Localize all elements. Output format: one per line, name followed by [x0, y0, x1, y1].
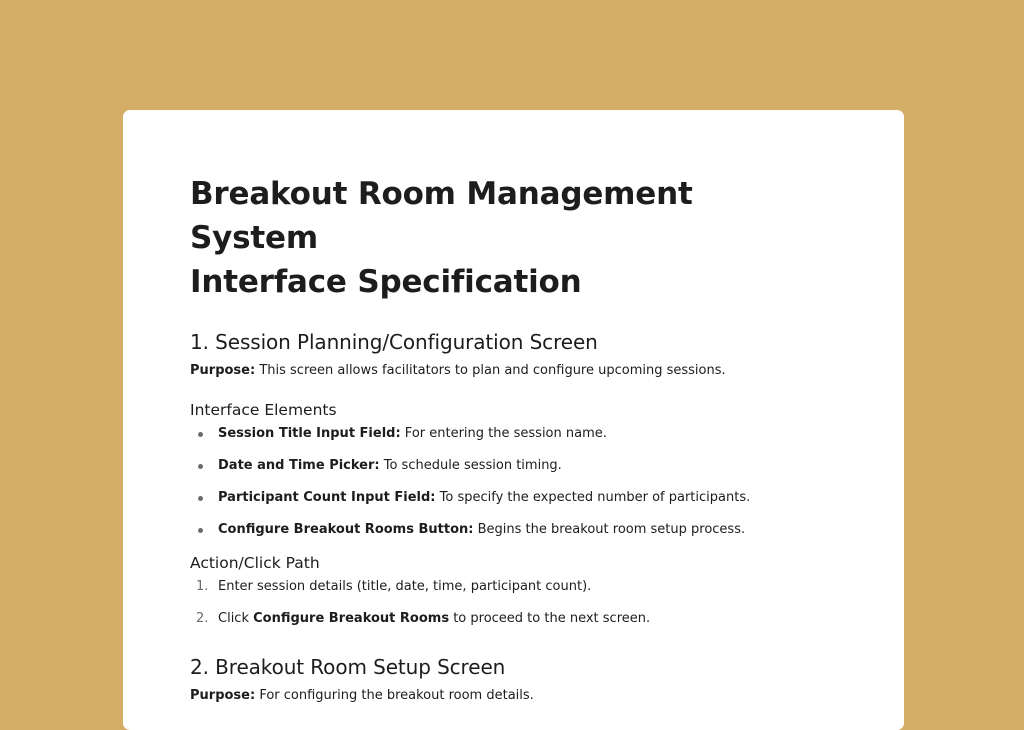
- step-number: 1.: [196, 579, 209, 594]
- purpose-label: Purpose:: [190, 688, 256, 703]
- title-line-1: Breakout Room Management System: [190, 176, 693, 256]
- action-steps-list: [190, 577, 830, 629]
- bullet-icon: [198, 528, 203, 533]
- bullet-icon: [198, 464, 203, 469]
- action-click-path-heading: Action/Click Path: [190, 554, 320, 572]
- list-item: [190, 609, 830, 629]
- purpose-text: This screen allows facilitators to plan and configure upcoming sessions.: [255, 363, 726, 378]
- step-text-pre: Click: [218, 611, 254, 626]
- interface-elements-list: [190, 424, 830, 540]
- element-text: For entering the session name.: [400, 426, 607, 441]
- list-item: [190, 488, 830, 508]
- title-line-2: Interface Specification: [190, 264, 582, 300]
- document-content: [190, 172, 830, 706]
- bullet-icon: [198, 432, 203, 437]
- section-2-purpose: [190, 686, 830, 706]
- section-1-purpose: [190, 361, 830, 381]
- element-label: Configure Breakout Rooms Button:: [218, 522, 474, 537]
- interface-elements-heading: Interface Elements: [190, 401, 337, 419]
- element-label: Participant Count Input Field:: [218, 490, 436, 505]
- element-text: Begins the breakout room setup process.: [473, 522, 746, 537]
- step-text-bold: Configure Breakout Rooms: [253, 611, 450, 626]
- step-text-post: to proceed to the next screen.: [449, 611, 651, 626]
- element-text: To specify the expected number of participants.: [435, 490, 751, 505]
- list-item: [190, 456, 830, 476]
- purpose-text: For configuring the breakout room details.: [255, 688, 534, 703]
- section-2-heading: 2. Breakout Room Setup Screen: [190, 655, 506, 679]
- section-1-heading: 1. Session Planning/Configuration Screen: [190, 330, 598, 354]
- list-item: [190, 577, 830, 597]
- document-card: [123, 110, 904, 730]
- list-item: [190, 520, 830, 540]
- element-text: To schedule session timing.: [379, 458, 562, 473]
- bullet-icon: [198, 496, 203, 501]
- document-title: [190, 172, 830, 304]
- step-number: 2.: [196, 611, 209, 626]
- purpose-label: Purpose:: [190, 363, 256, 378]
- list-item: [190, 424, 830, 444]
- step-text: Enter session details (title, date, time, participant count).: [218, 579, 592, 594]
- element-label: Date and Time Picker:: [218, 458, 380, 473]
- element-label: Session Title Input Field:: [218, 426, 401, 441]
